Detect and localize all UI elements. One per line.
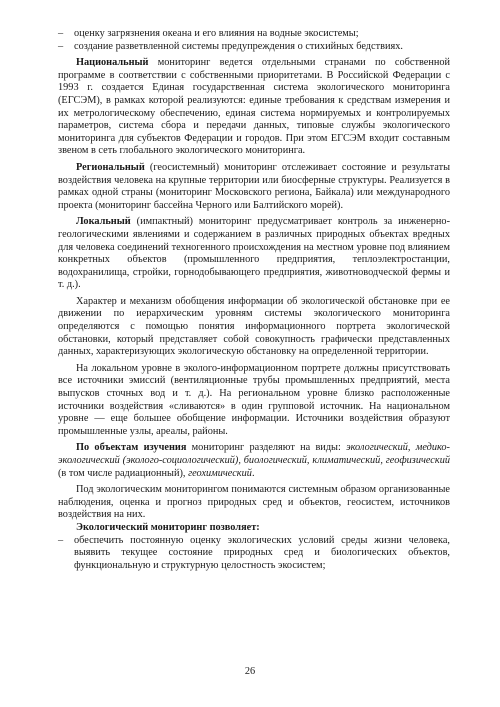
local-term: Локальный [76, 216, 131, 228]
objects-types-italic: экологический, медико-экологический (эколого-социологический), биологический, климатический, геофизический [58, 442, 450, 466]
allows-heading-text: Экологический мониторинг позволяет: [76, 521, 260, 533]
local-level-paragraph: На локальном уровне в эколого-информационном портрете должны присутствовать все источники эмиссий (вентиляционные трубы промышленных предприятий, места выпусков сточных вод и т. д.). На региональном уровне близко расположенные источники воздействия «сливаются» в один групповой источник. На национальном уровне — еще большее обобщение информации. Источники воздействия образуют промышленные узлы, ареалы, районы. [58, 362, 450, 437]
objects-text-2: (в том числе радиационный), [58, 467, 189, 479]
dash-marker: – [58, 40, 64, 52]
local-text: (импактный) мониторинг предусматривает контроль за инженерно-геологическими явлениями и содержанием в различных природных объектах вредных для человека соединений техногенного происхождения на местном уровне под влиянием конкретных объектов (промышленного предприятия, теплоэлектростанции, водохранилища, стройки, горнодобывающего предприятия, животноводческой фермы и т. д.). [58, 216, 450, 291]
character-paragraph: Характер и механизм обобщения информации об экологической обстановке при ее движении по иерархическим уровням системы экологического мониторинга определяются с помощью понятия информационного портрета экологической обстановки, который представляет собой совокупность графически представленных данных, характеризующих экологическую обстановку на определенной территории. [58, 295, 450, 358]
list-item [58, 28, 450, 41]
regional-paragraph [58, 162, 450, 212]
objects-term: По объектам изучения [76, 442, 187, 454]
national-term: Национальный [76, 57, 149, 69]
allows-heading [58, 522, 450, 535]
bullet-text: создание разветвленной системы предупреждения о стихийных бедствиях. [74, 40, 403, 52]
objects-paragraph [58, 442, 450, 480]
bullet-text: оценку загрязнения океана и его влияния на водные экосистемы; [74, 28, 359, 39]
national-text: мониторинг ведется отдельными странами по собственной программе в соответствии с собственными приоритетами. В Российской Федерации с 1993 г. создается Единая государственная система экологического мониторинга (ЕГСЭМ), в рамках которой реализуются: единые требования к средствам измерения и их метрологическому обеспечению, единая система нормируемых и контролируемых параметров, система сбора и передачи данных, типовые службы экологического мониторинга для субъектов Федерации и городов. При этом ЕГСЭМ входит составным звеном в сеть глобального экологического мониторинга. [58, 57, 450, 157]
dash-marker: – [58, 28, 64, 39]
definition-paragraph: Под экологическим мониторингом понимаются системным образом организованные наблюдения, оценка и прогноз природных сред и объектов, геосистем, источников воздействия на них. [58, 484, 450, 521]
bullet-text: обеспечить постоянную оценку экологических условий среды жизни человека, выявить текущее состояние природных сред и биологических объектов, функциональную и структурную целостность экосистем; [74, 534, 450, 571]
local-paragraph [58, 216, 450, 292]
regional-term: Региональный [76, 161, 145, 173]
national-paragraph [58, 57, 450, 158]
objects-text-1: мониторинг разделяют на виды: [186, 442, 347, 454]
list-item [58, 535, 450, 573]
dash-marker: – [58, 534, 64, 546]
objects-geochem-italic: геохимический [188, 467, 252, 479]
objects-text-3: . [251, 467, 255, 479]
regional-text: (геосистемный) мониторинг отслеживает состояние и результаты воздействия человека на крупные территории или биосферные структуры. Реализуется в рамках одной страны (мониторинг Московского региона, Байкала) или международного проекта (мониторинг бассейна Черного или Балтийского морей). [58, 161, 450, 211]
page-body [58, 28, 450, 572]
page-number: 26 [244, 666, 256, 677]
list-item [58, 41, 450, 54]
